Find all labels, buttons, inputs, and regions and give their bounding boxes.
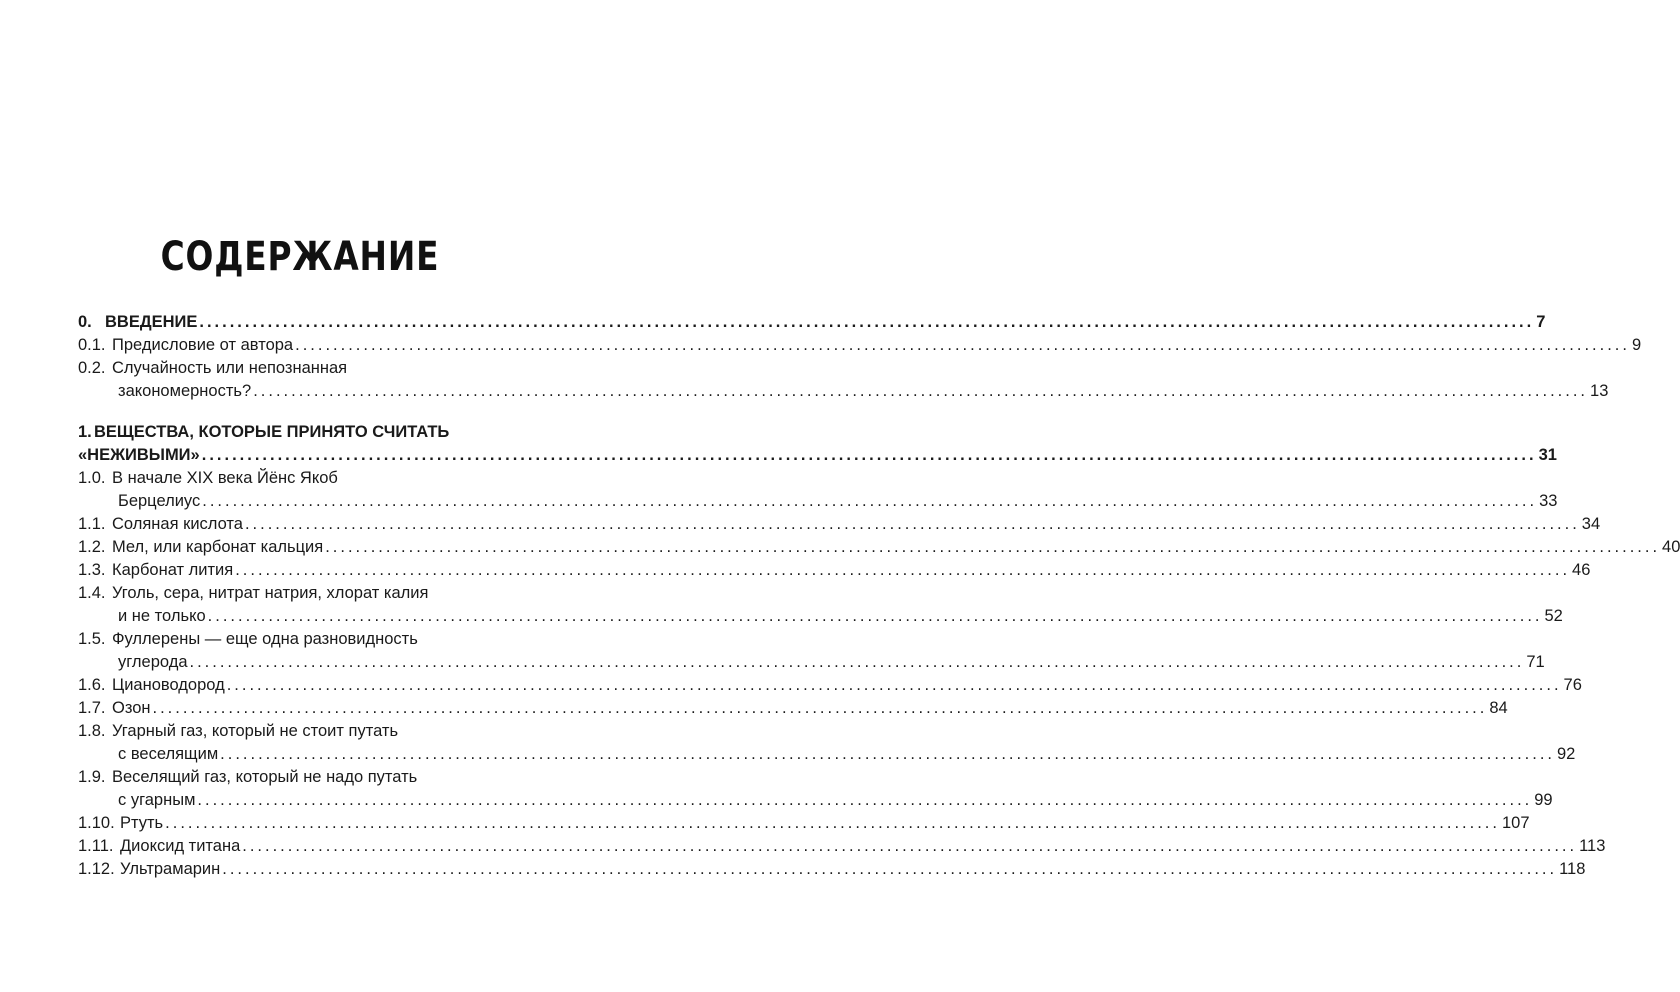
dot-leader xyxy=(325,536,1660,559)
dot-leader xyxy=(165,812,1500,835)
toc-entry-title-continued: с угарным xyxy=(118,791,196,809)
toc-entry-title: ВЕЩЕСТВА, КОТОРЫЕ ПРИНЯТО СЧИТАТЬ xyxy=(94,423,450,441)
toc-entry-title: Фуллерены — еще одна разновидность xyxy=(112,630,418,648)
toc-entry xyxy=(78,334,1642,357)
toc-entry-continuation xyxy=(78,651,1545,674)
dot-leader xyxy=(245,513,1580,536)
toc-entry-page: 7 xyxy=(1536,313,1546,331)
toc-entry-continuation xyxy=(78,743,1576,766)
toc-entry-title-continued: и не только xyxy=(118,607,206,625)
toc-entry xyxy=(78,858,1586,881)
dot-leader xyxy=(190,651,1525,674)
toc-entry xyxy=(78,697,1508,720)
toc-entry-continuation xyxy=(78,380,1609,403)
toc-entry-title: Уголь, сера, нитрат натрия, хлорат калия xyxy=(112,584,429,602)
toc-entry-page: 84 xyxy=(1489,699,1508,717)
toc-entry-number: 0.1. xyxy=(78,336,106,354)
toc-entry-title-continued: с веселящим xyxy=(118,745,219,763)
toc-entry xyxy=(78,467,488,490)
toc-entry-title-continued: закономерность? xyxy=(118,382,252,400)
toc-entry-title: Озон xyxy=(112,699,151,717)
toc-entry-number: 1.11. xyxy=(78,837,114,855)
toc-entry-page: 118 xyxy=(1559,860,1586,878)
dot-leader xyxy=(202,490,1537,513)
toc-entry-continuation xyxy=(78,490,1558,513)
toc-entry xyxy=(78,311,1546,334)
toc-entry-title: Карбонат лития xyxy=(112,561,234,579)
dot-leader xyxy=(202,444,1537,467)
dot-leader xyxy=(220,743,1555,766)
toc-entry-title-continued: Берцелиус xyxy=(118,492,201,510)
toc-entry xyxy=(78,835,1606,858)
toc-entry-page: 71 xyxy=(1526,653,1545,671)
toc-entry-title-continued: углерода xyxy=(118,653,188,671)
toc-entry-number: 1.6. xyxy=(78,676,106,694)
toc-entry xyxy=(78,766,488,789)
toc-entry xyxy=(78,674,1582,697)
toc-entry-continuation xyxy=(78,789,1553,812)
toc-entry-title: Предисловие от автора xyxy=(112,336,294,354)
toc-entry-number: 1.0. xyxy=(78,469,106,487)
dot-leader xyxy=(253,380,1588,403)
toc-entry-number: 1.2. xyxy=(78,538,106,556)
toc-entry xyxy=(78,513,1601,536)
toc-entry-page: 33 xyxy=(1539,492,1558,510)
toc-entry-title: Веселящий газ, который не надо путать xyxy=(112,768,418,786)
toc-entry-title: Диоксид титана xyxy=(120,837,241,855)
toc-entry-page: 99 xyxy=(1534,791,1553,809)
dot-leader xyxy=(222,858,1557,881)
dot-leader xyxy=(242,835,1577,858)
toc-entry xyxy=(78,628,488,651)
toc-entry-page: 113 xyxy=(1579,837,1606,855)
dot-leader xyxy=(227,674,1562,697)
toc-entry-page: 46 xyxy=(1572,561,1591,579)
toc-entry xyxy=(78,582,488,605)
toc-entry-page: 92 xyxy=(1557,745,1576,763)
toc-entry-title: Соляная кислота xyxy=(112,515,243,533)
toc-entry xyxy=(78,536,1680,559)
toc-entry-continuation xyxy=(78,444,1557,467)
toc-entry-title: Случайность или непознанная xyxy=(112,359,348,377)
toc-entry-page: 31 xyxy=(1538,446,1557,464)
dot-leader xyxy=(153,697,1488,720)
toc-entry-title: Угарный газ, который не стоит путать xyxy=(112,722,399,740)
section-gap xyxy=(78,403,488,421)
toc-entry-number: 0. xyxy=(78,313,92,331)
toc-entry-continuation xyxy=(78,605,1563,628)
toc-entry-number: 1.10. xyxy=(78,814,115,832)
dot-leader xyxy=(235,559,1570,582)
toc-entry-page: 13 xyxy=(1590,382,1609,400)
table-of-contents xyxy=(78,311,1680,881)
toc-entry-number: 0.2. xyxy=(78,359,106,377)
toc-entry-title: Ультрамарин xyxy=(120,860,221,878)
toc-entry-title: Ртуть xyxy=(120,814,164,832)
toc-entry-number: 1.9. xyxy=(78,768,106,786)
toc-entry-title-continued: «НЕЖИВЫМИ» xyxy=(78,446,200,464)
dot-leader xyxy=(208,605,1543,628)
toc-entry-number: 1.5. xyxy=(78,630,106,648)
toc-entry-page: 34 xyxy=(1581,515,1601,533)
toc-entry-number: 1.4. xyxy=(78,584,106,602)
toc-entry-number: 1.8. xyxy=(78,722,106,740)
dot-leader xyxy=(197,789,1532,812)
toc-entry-number: 1.1. xyxy=(78,515,106,533)
toc-entry-page: 76 xyxy=(1563,676,1582,694)
toc-entry-page: 52 xyxy=(1544,607,1563,625)
page-title: СОДЕРЖАНИЕ xyxy=(160,234,440,280)
toc-entry-title: Мел, или карбонат кальция xyxy=(112,538,324,556)
dot-leader xyxy=(199,311,1534,334)
toc-entry xyxy=(78,720,488,743)
toc-entry-page: 107 xyxy=(1501,814,1530,832)
toc-entry-number: 1.12. xyxy=(78,860,115,878)
toc-entry-number: 1.7. xyxy=(78,699,106,717)
toc-entry xyxy=(78,357,488,380)
dot-leader xyxy=(295,334,1630,357)
toc-entry-page: 40 xyxy=(1662,538,1680,556)
toc-entry-page: 9 xyxy=(1631,336,1642,354)
toc-entry xyxy=(78,421,488,444)
toc-entry-number: 1. xyxy=(78,423,92,441)
toc-entry-title: Циановодород xyxy=(112,676,225,694)
toc-entry xyxy=(78,812,1530,835)
toc-entry-title: В начале XIX века Йёнс Якоб xyxy=(112,469,338,487)
toc-entry-title: ВВЕДЕНИЕ xyxy=(105,313,198,331)
toc-entry xyxy=(78,559,1591,582)
toc-entry-number: 1.3. xyxy=(78,561,106,579)
